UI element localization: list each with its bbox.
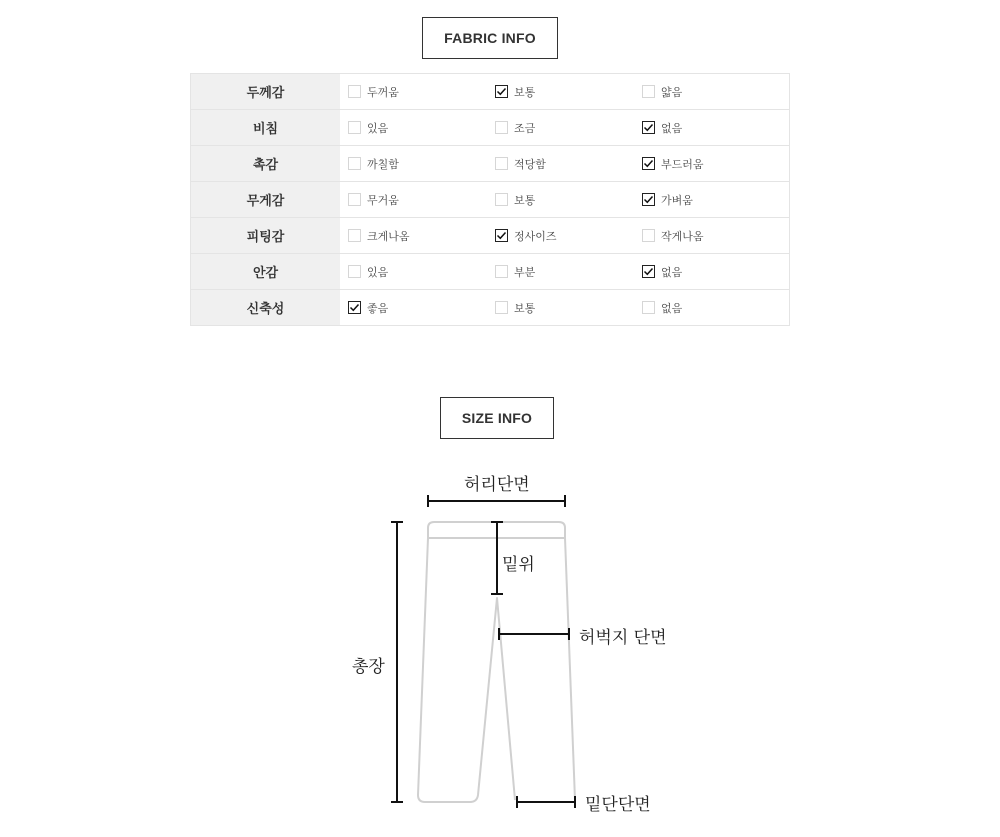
fabric-option-text: 두꺼움	[367, 85, 399, 99]
fabric-row-label: 촉감	[191, 146, 341, 182]
fabric-option-text: 없음	[661, 301, 683, 315]
fabric-option-text: 까칠함	[367, 157, 399, 171]
size-info-title: SIZE INFO	[440, 397, 554, 439]
fabric-option-text: 정사이즈	[514, 229, 557, 243]
fabric-row-label: 안감	[191, 254, 341, 290]
thigh-label: 허벅지 단면	[579, 628, 667, 648]
fabric-option-text: 보통	[514, 85, 536, 99]
rise-label: 밑위	[502, 555, 535, 575]
waist-measure-line	[428, 495, 565, 507]
fabric-option-text: 크게나옴	[367, 229, 410, 243]
hem-measure-line	[517, 796, 575, 808]
fabric-option-text: 작게나옴	[661, 229, 704, 243]
fabric-option-text: 보통	[514, 301, 536, 315]
fabric-row-label: 신축성	[191, 290, 341, 326]
fabric-option-text: 없음	[661, 121, 683, 135]
fabric-option-text: 부드러움	[661, 157, 704, 171]
fabric-option-text: 적당함	[514, 157, 546, 171]
fabric-option-text: 좋음	[367, 301, 389, 315]
fabric-row-label: 두께감	[191, 74, 341, 110]
length-label: 총장	[352, 657, 385, 677]
fabric-row-label: 피팅감	[191, 218, 341, 254]
fabric-option-text: 조금	[514, 121, 536, 135]
fabric-option-text: 없음	[661, 265, 683, 279]
fabric-option-text: 얇음	[661, 85, 683, 99]
fabric-option-text: 있음	[367, 265, 389, 279]
fabric-row-label: 무게감	[191, 182, 341, 218]
thigh-measure-line	[499, 628, 569, 640]
waist-label: 허리단면	[464, 475, 530, 495]
fabric-option-text: 부분	[514, 265, 536, 279]
hem-label: 밑단단면	[585, 795, 651, 815]
length-measure-line	[391, 522, 403, 802]
fabric-option-text: 있음	[367, 121, 389, 135]
fabric-option-text: 가벼움	[661, 193, 693, 207]
fabric-option-text: 무거움	[367, 193, 399, 207]
fabric-option-text: 보통	[514, 193, 536, 207]
fabric-row-label: 비침	[191, 110, 341, 146]
fabric-info-title: FABRIC INFO	[422, 17, 558, 59]
